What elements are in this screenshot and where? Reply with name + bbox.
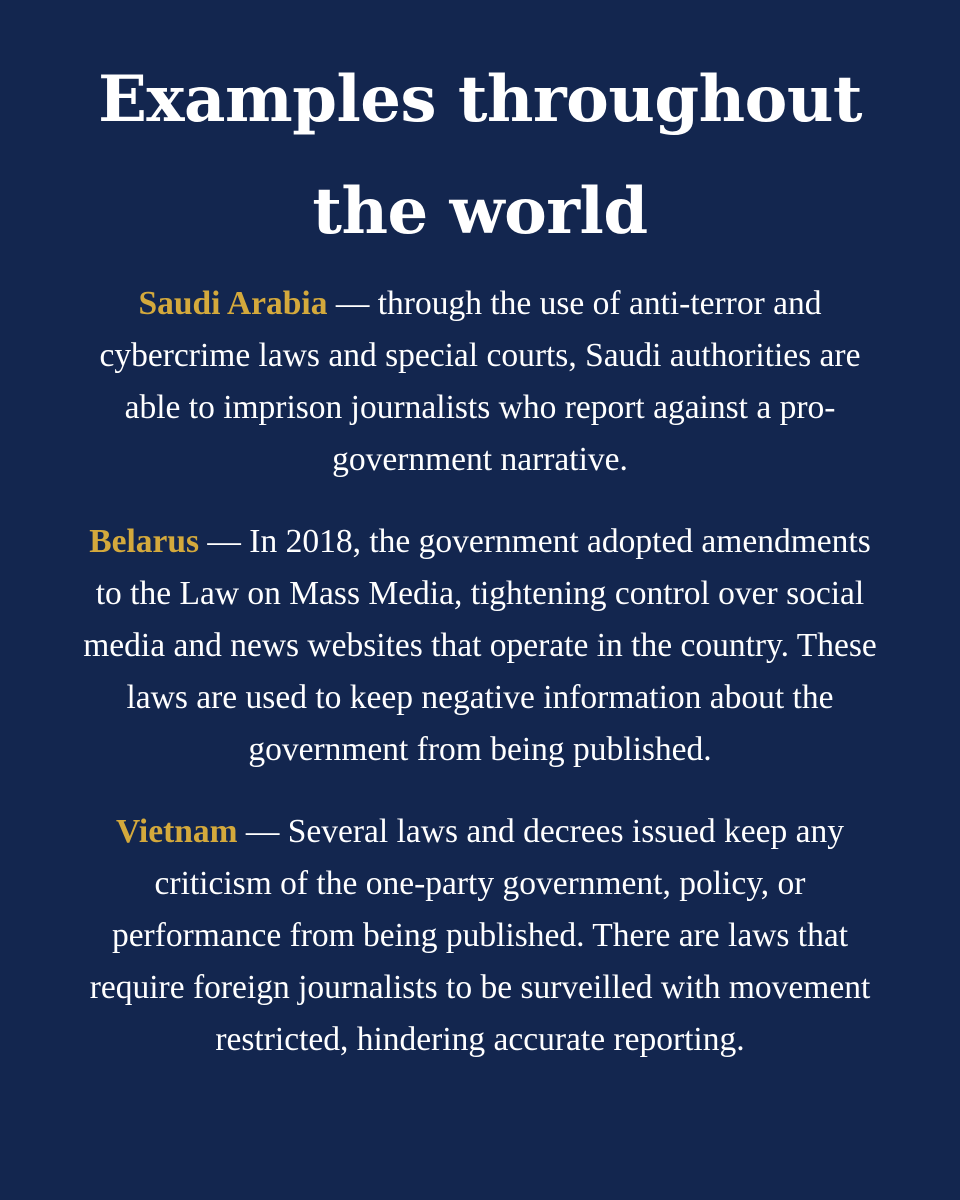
example-description: — Several laws and decrees issued keep any criticism of the one-party government, policy, or performance from being published. There are laws that require foreign journalists to be surveilled with movement restricted, hindering accurate reporting. [89, 813, 871, 1058]
example-saudi-arabia [85, 278, 875, 486]
example-description: — through the use of anti-terror and cybercrime laws and special courts, Saudi authorities are able to imprison journalists who report against a pro-government narrative. [99, 285, 861, 478]
example-vietnam [85, 806, 875, 1066]
page-title: Examples throughout the world [98, 62, 862, 249]
country-name: Belarus [89, 523, 200, 560]
example-description: — In 2018, the government adopted amendments to the Law on Mass Media, tightening control over social media and news websites that operate in the country. These laws are used to keep negative information about the government from being published. [83, 523, 877, 768]
examples-list [60, 278, 900, 1066]
country-name: Saudi Arabia [138, 285, 328, 322]
example-belarus [80, 516, 880, 776]
country-name: Vietnam [115, 813, 238, 850]
